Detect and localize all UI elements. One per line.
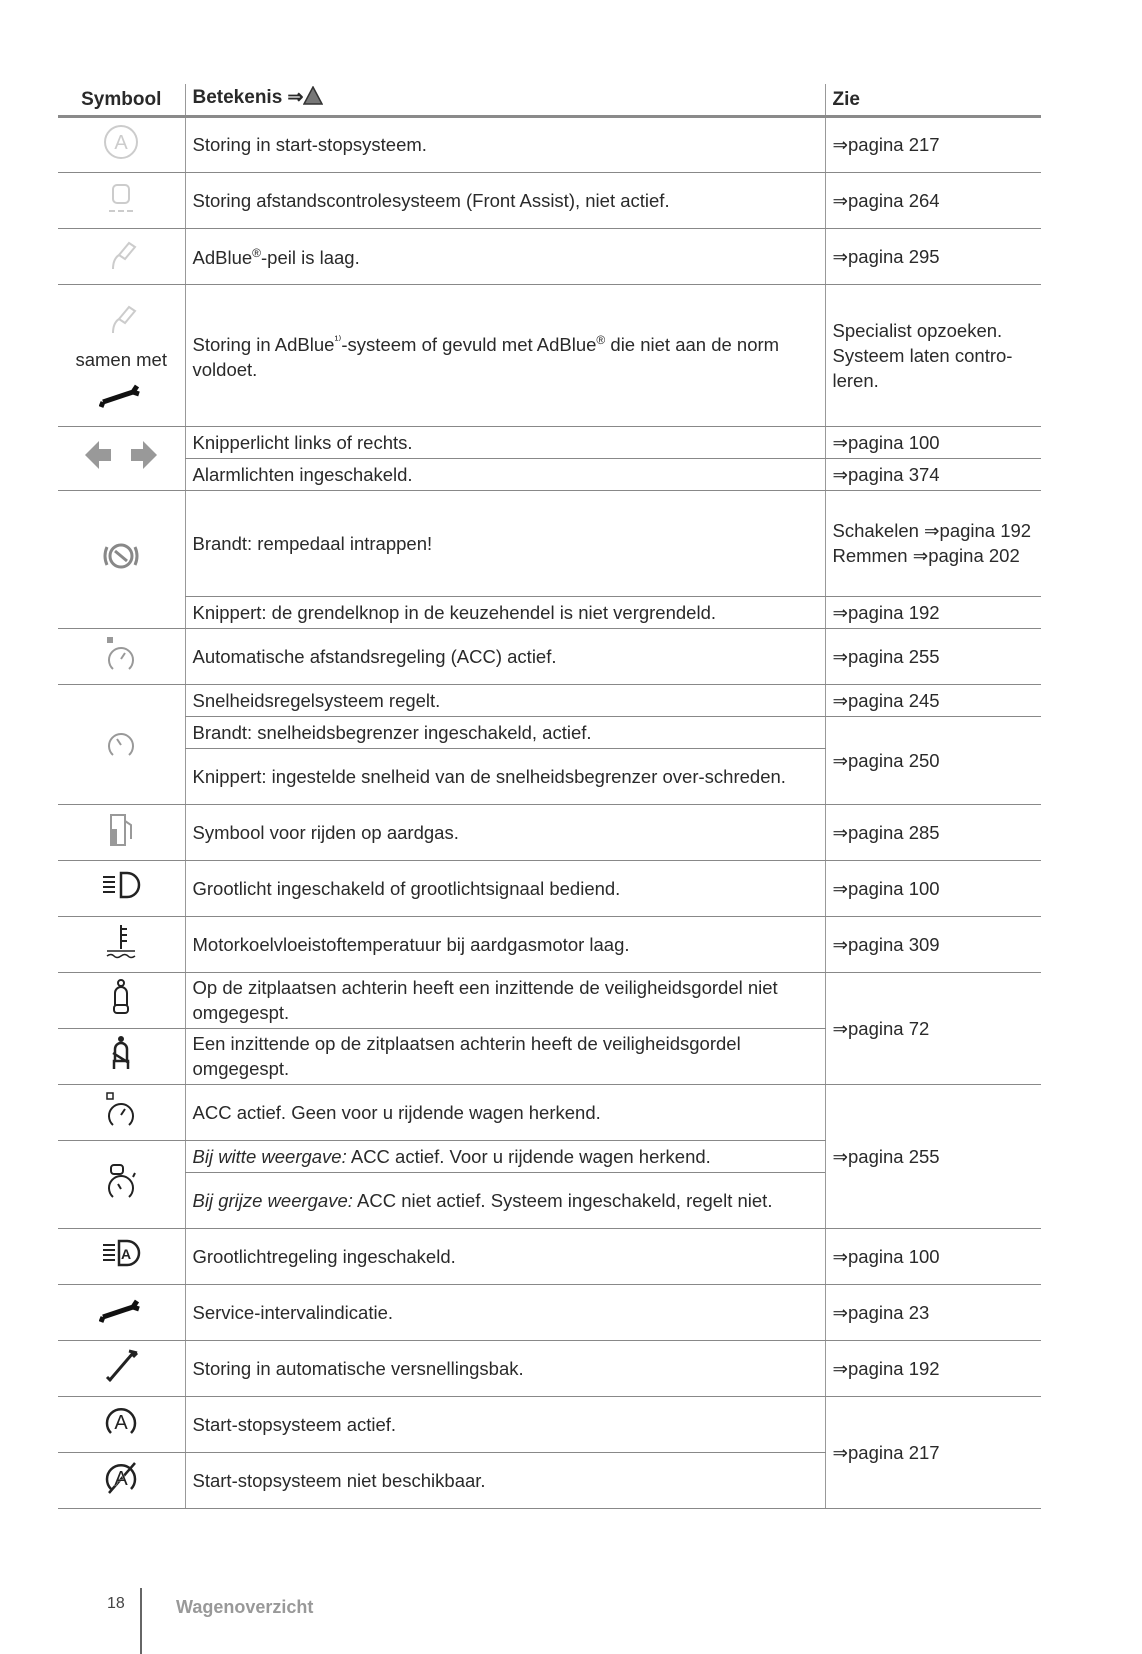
start-stop-fault-icon [99, 120, 143, 164]
svg-text:A: A [114, 1412, 128, 1434]
table-row: Alarmlichten ingeschakeld. ⇒pagina 374 [58, 458, 1041, 490]
table-row: Brandt: rempedaal intrappen! Schakelen ⇒pagina 192 Remmen ⇒pagina 202 [58, 490, 1041, 596]
table-row: Knipperlicht links of rechts. ⇒pagina 100 [58, 426, 1041, 458]
acc-no-vehicle-icon [99, 1087, 143, 1131]
start-stop-unavailable-icon [99, 1455, 143, 1499]
table-row: Storing afstandscontrolesysteem (Front Assist), niet actief. ⇒pagina 264 [58, 172, 1041, 228]
page-number: 18 [107, 1595, 125, 1612]
high-beam-icon [99, 863, 143, 907]
high-beam-assist-icon [99, 1231, 143, 1275]
table-row: A Grootlichtregeling ingeschakeld. ⇒pagina 100 [58, 1228, 1041, 1284]
gearbox-wrench-icon [99, 1343, 143, 1387]
acc-vehicle-detected-icon [99, 1159, 143, 1203]
table-row: Storing in automatische versnellingsbak. ⇒pagina 192 [58, 1340, 1041, 1396]
table-row: AdBlue®-peil is laag. ⇒pagina 295 [58, 228, 1041, 284]
warning-triangle-icon [303, 86, 323, 111]
table-header [58, 84, 1041, 116]
seatbelt-unfastened-icon [99, 975, 143, 1019]
acc-speedometer-icon [99, 631, 143, 675]
header-see: Zie [825, 84, 1041, 116]
table-row: A Start-stopsysteem actief. ⇒pagina 217 [58, 1396, 1041, 1452]
adblue-icon [99, 231, 143, 275]
table-row: Op de zitplaatsen achterin heeft een inzittende de veiligheidsgordel niet omgegespt. ⇒pagina 72 [58, 972, 1041, 1028]
table-row: Snelheidsregelsysteem regelt. ⇒pagina 245 [58, 684, 1041, 716]
wrench-icon [99, 1287, 143, 1331]
front-assist-icon [99, 175, 143, 219]
table-row: Grootlicht ingeschakeld of grootlichtsignaal bediend. ⇒pagina 100 [58, 860, 1041, 916]
table-row: Knippert: ingestelde snelheid van de snelheidsbegrenzer over-schreden. [58, 748, 1041, 804]
table-row: A Storing in start-stopsysteem. ⇒pagina 217 [58, 116, 1041, 172]
table-row: Service-intervalindicatie. ⇒pagina 23 [58, 1284, 1041, 1340]
table-row: A Start-stopsysteem niet beschikbaar. [58, 1452, 1041, 1508]
table-row: Symbool voor rijden op aardgas. ⇒pagina 285 [58, 804, 1041, 860]
section-title: Wagenoverzicht [176, 1597, 314, 1617]
svg-text:A: A [121, 1246, 132, 1262]
natural-gas-pump-icon [99, 807, 143, 851]
table-row: ACC actief. Geen voor u rijdende wagen herkend. ⇒pagina 255 [58, 1084, 1041, 1140]
brake-pedal-icon [99, 534, 143, 578]
header-symbol: Symbool [58, 84, 185, 116]
adblue-icon [99, 295, 143, 339]
header-meaning: Betekenis ⇒ [185, 84, 825, 116]
table-row: Brandt: snelheidsbegrenzer ingeschakeld, actief. ⇒pagina 250 [58, 716, 1041, 748]
table-row: Bij witte weergave: ACC actief. Voor u rijdende wagen herkend. [58, 1140, 1041, 1172]
footer-divider [140, 1588, 142, 1654]
table-row: samen met Storing in AdBlue$^{^{1)}}$-systeem of gevuld met AdBlue® die niet aan de norm voldoet. Specialist opzoeken. Systeem laten contro-leren. [58, 284, 1041, 426]
wrench-icon [99, 380, 143, 410]
table-row: Motorkoelvloeistoftemperatuur bij aardgasmotor laag. ⇒pagina 309 [58, 916, 1041, 972]
warning-symbols-table [58, 84, 1041, 1509]
turn-signal-arrows-icon [81, 433, 161, 477]
speedometer-icon [99, 719, 143, 763]
seatbelt-fastened-icon [99, 1031, 143, 1075]
svg-text:A: A [114, 1468, 128, 1490]
table-row: Een inzittende op de zitplaatsen achterin heeft de veiligheidsgordel omgegespt. [58, 1028, 1041, 1084]
coolant-temperature-icon [99, 919, 143, 963]
svg-text:A: A [114, 131, 128, 154]
table-row: Automatische afstandsregeling (ACC) actief. ⇒pagina 255 [58, 628, 1041, 684]
table-row: Knippert: de grendelknop in de keuzehendel is niet vergrendeld. ⇒pagina 192 [58, 596, 1041, 628]
table-row: Bij grijze weergave: ACC niet actief. Systeem ingeschakeld, regelt niet. [58, 1172, 1041, 1228]
start-stop-active-icon [99, 1399, 143, 1443]
